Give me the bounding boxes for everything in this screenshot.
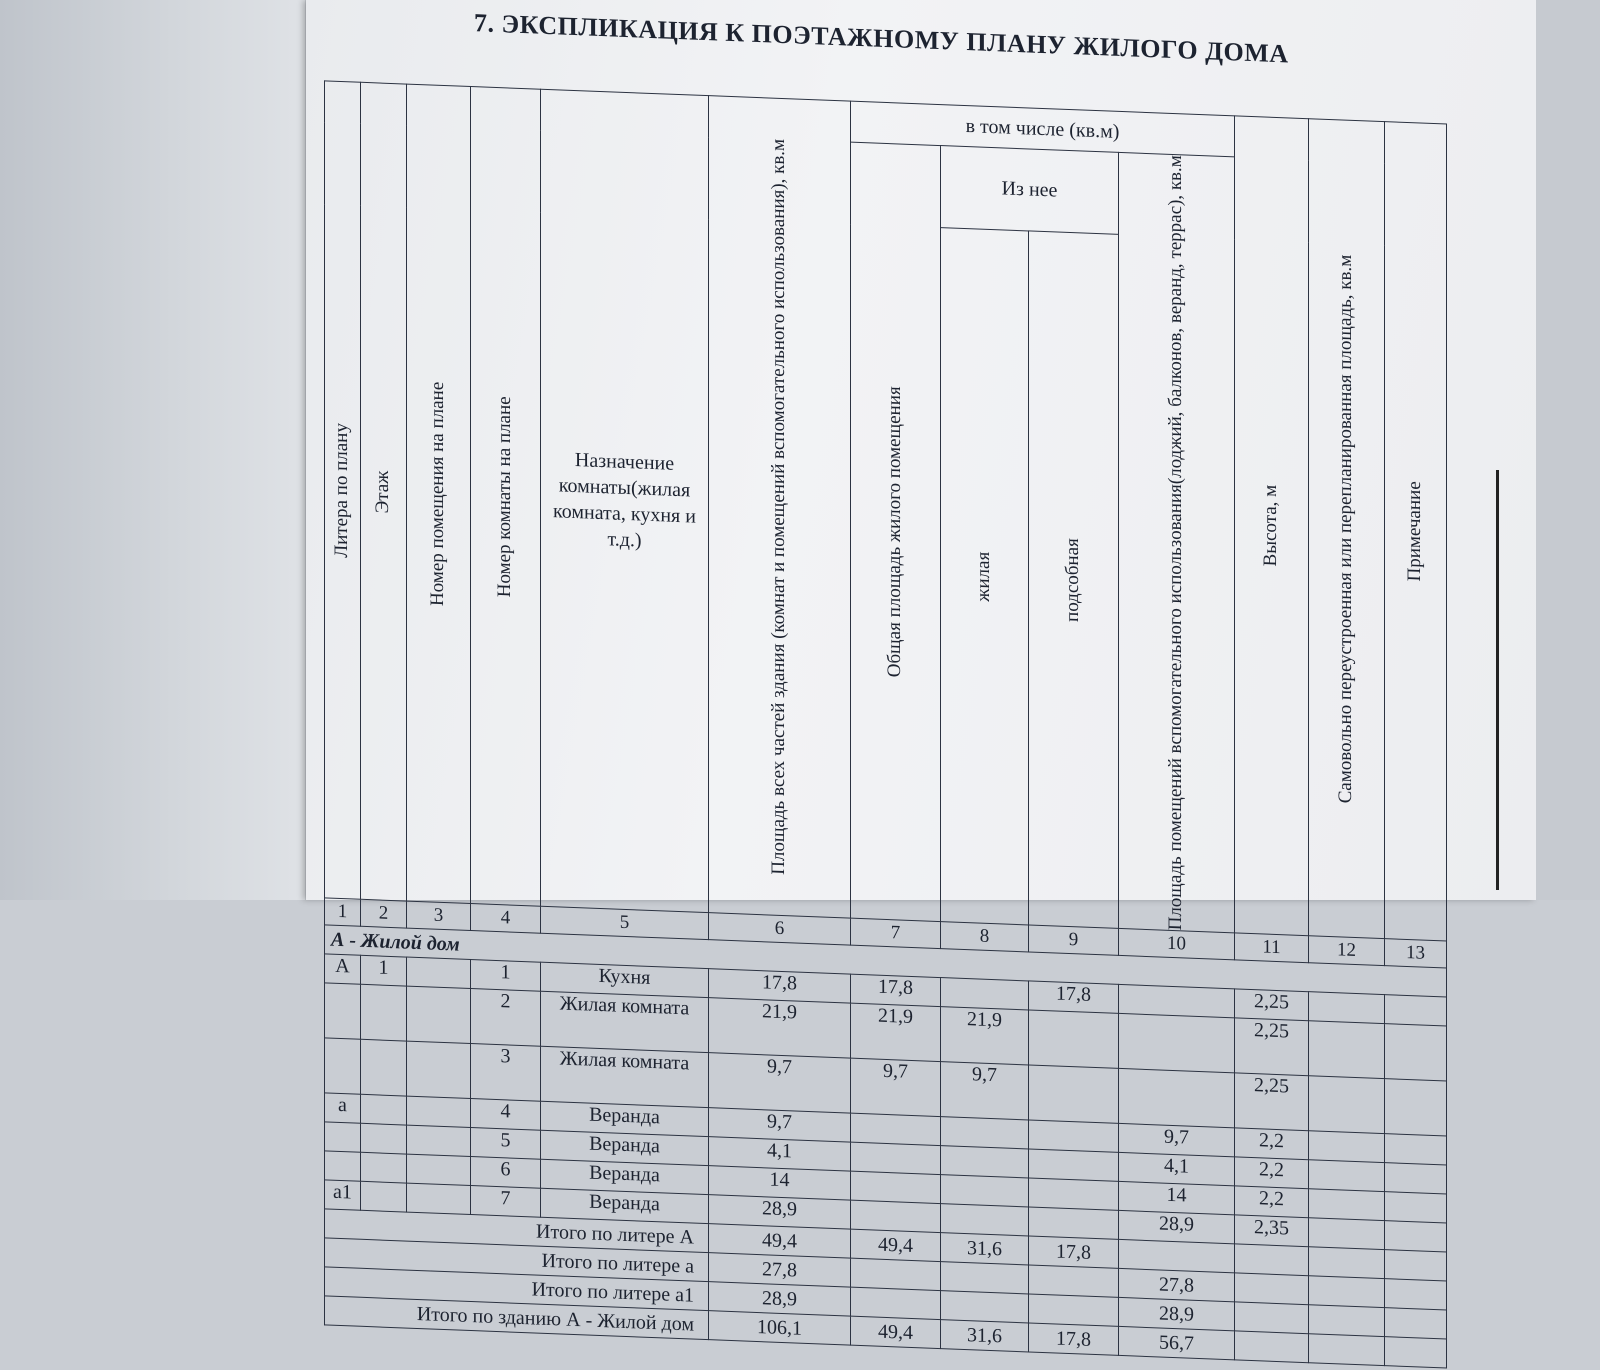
cell-general-area xyxy=(851,1171,941,1203)
cell-utility xyxy=(1029,1120,1119,1152)
cell-unauthorized xyxy=(1309,1076,1385,1134)
cell-utility xyxy=(1029,1294,1119,1326)
header-premise-number: Номер помещения на плане xyxy=(407,84,471,904)
cell-total-area: 49,4 xyxy=(709,1224,851,1258)
section-title: А - Жилой дом xyxy=(325,925,1447,997)
cell-litera xyxy=(325,1122,361,1152)
cell-floor xyxy=(361,1153,407,1184)
cell-height: 2,25 xyxy=(1235,989,1309,1021)
cell-height: 2,2 xyxy=(1235,1157,1309,1189)
header-floor: Этаж xyxy=(361,82,407,901)
col-number: 5 xyxy=(541,906,709,939)
cell-note xyxy=(1385,1134,1447,1165)
cell-general-area xyxy=(851,1200,941,1232)
cell-premise xyxy=(407,1096,471,1127)
total-label: Итого по зданию А - Жилой дом xyxy=(325,1296,709,1340)
header-total-area: Площадь всех частей здания (комнат и помещений вспомогательного использования), кв.м xyxy=(709,96,851,919)
cell-room: 6 xyxy=(471,1157,541,1189)
cell-unauthorized xyxy=(1309,1247,1385,1279)
cell-unauthorized xyxy=(1309,1189,1385,1221)
cell-utility: 17,8 xyxy=(1029,1236,1119,1268)
header-including: в том числе (кв.м) xyxy=(851,101,1235,157)
cell-note xyxy=(1385,1337,1447,1368)
cell-utility xyxy=(1029,1149,1119,1181)
cell-utility xyxy=(1029,1207,1119,1239)
cell-floor xyxy=(361,1124,407,1155)
cell-general-area: 9,7 xyxy=(851,1058,941,1116)
cell-room: 1 xyxy=(471,960,541,992)
cell-auxiliary: 27,8 xyxy=(1119,1269,1235,1302)
cell-auxiliary xyxy=(1119,1014,1235,1073)
cell-litera xyxy=(325,983,361,1039)
cell-utility xyxy=(1029,1265,1119,1297)
col-number: 7 xyxy=(851,918,941,948)
cell-utility xyxy=(1029,1010,1119,1068)
cell-living: 31,6 xyxy=(941,1233,1029,1265)
cell-height: 2,25 xyxy=(1235,1018,1309,1076)
cell-floor xyxy=(361,1182,407,1213)
cell-height xyxy=(1235,1244,1309,1276)
cell-room: 5 xyxy=(471,1128,541,1160)
cell-living xyxy=(941,1146,1029,1178)
col-number: 9 xyxy=(1029,925,1119,955)
cell-living: 9,7 xyxy=(941,1062,1029,1120)
cell-auxiliary: 9,7 xyxy=(1119,1124,1235,1157)
cell-general-area: 21,9 xyxy=(851,1003,941,1061)
cell-note xyxy=(1385,1279,1447,1310)
cell-note xyxy=(1385,1079,1447,1136)
cell-room: 7 xyxy=(471,1186,541,1218)
cell-floor: 1 xyxy=(361,956,407,987)
col-number: 13 xyxy=(1385,939,1447,968)
cell-purpose: Жилая комната xyxy=(541,1046,709,1107)
total-label: Итого по литере а1 xyxy=(325,1267,709,1311)
cell-total-area: 4,1 xyxy=(709,1137,851,1171)
cell-total-area: 27,8 xyxy=(709,1253,851,1287)
cell-utility: 17,8 xyxy=(1029,1323,1119,1355)
right-page-edge xyxy=(1536,0,1600,900)
cell-utility: 17,8 xyxy=(1029,981,1119,1013)
cell-premise xyxy=(407,1183,471,1214)
total-label: Итого по литере А xyxy=(325,1209,709,1253)
header-litera: Литера по плану xyxy=(325,81,361,900)
cell-room: 3 xyxy=(471,1044,541,1102)
cell-total-area: 21,9 xyxy=(709,998,851,1058)
cell-purpose: Веранда xyxy=(541,1159,709,1194)
cell-auxiliary: 4,1 xyxy=(1119,1153,1235,1186)
cell-total-area: 17,8 xyxy=(709,969,851,1003)
cell-total-area: 28,9 xyxy=(709,1195,851,1229)
col-number: 2 xyxy=(361,900,407,929)
cell-living xyxy=(941,978,1029,1010)
cell-premise xyxy=(407,1154,471,1185)
cell-general-area: 49,4 xyxy=(851,1229,941,1261)
header-height: Высота, м xyxy=(1235,116,1309,936)
cell-general-area xyxy=(851,1287,941,1319)
header-unauthorized-area: Самовольно переустроенная или перепланированная площадь, кв.м xyxy=(1309,119,1385,939)
cell-auxiliary: 14 xyxy=(1119,1182,1235,1215)
header-of-which: Из нее xyxy=(941,146,1119,235)
cell-unauthorized xyxy=(1309,1334,1385,1366)
col-number: 12 xyxy=(1309,936,1385,966)
cell-living xyxy=(941,1204,1029,1236)
cell-purpose: Кухня xyxy=(541,962,709,997)
binding-edge-line xyxy=(1496,470,1515,890)
cell-utility xyxy=(1029,1178,1119,1210)
cell-auxiliary: 56,7 xyxy=(1119,1327,1235,1360)
cell-height xyxy=(1235,1331,1309,1363)
cell-unauthorized xyxy=(1309,1218,1385,1250)
header-utility: подсобная xyxy=(1029,231,1119,928)
cell-note xyxy=(1385,1192,1447,1223)
cell-floor xyxy=(361,1095,407,1126)
cell-purpose: Веранда xyxy=(541,1188,709,1223)
cell-floor xyxy=(361,985,407,1042)
cell-floor xyxy=(361,1040,407,1097)
cell-total-area: 9,7 xyxy=(709,1108,851,1142)
cell-height: 2,35 xyxy=(1235,1215,1309,1247)
col-number: 3 xyxy=(407,901,471,930)
document-title: 7. ЭКСПЛИКАЦИЯ К ПОЭТАЖНОМУ ПЛАНУ ЖИЛОГО ДОМА xyxy=(474,8,1289,69)
cell-general-area xyxy=(851,1142,941,1174)
cell-note xyxy=(1385,1308,1447,1339)
cell-living: 21,9 xyxy=(941,1007,1029,1065)
cell-unauthorized xyxy=(1309,1131,1385,1163)
header-living: жилая xyxy=(941,228,1029,925)
cell-note xyxy=(1385,1221,1447,1252)
col-number: 6 xyxy=(709,913,851,945)
cell-note xyxy=(1385,995,1447,1026)
cell-general-area xyxy=(851,1113,941,1145)
cell-premise xyxy=(407,957,471,988)
cell-auxiliary xyxy=(1119,1240,1235,1273)
cell-utility xyxy=(1029,1065,1119,1123)
cell-unauthorized xyxy=(1309,1276,1385,1308)
cell-premise xyxy=(407,986,471,1043)
cell-height: 2,2 xyxy=(1235,1128,1309,1160)
cell-unauthorized xyxy=(1309,1160,1385,1192)
cell-litera xyxy=(325,1151,361,1181)
cell-room: 4 xyxy=(471,1099,541,1131)
header-auxiliary-area: Площадь помещений вспомогательного использования(лоджий, балконов, веранд, террас), кв.м xyxy=(1119,152,1235,933)
cell-total-area: 28,9 xyxy=(709,1282,851,1316)
cell-living xyxy=(941,1291,1029,1323)
cell-total-area: 106,1 xyxy=(709,1311,851,1345)
col-number: 11 xyxy=(1235,933,1309,963)
cell-unauthorized xyxy=(1309,1305,1385,1337)
col-number: 8 xyxy=(941,922,1029,952)
cell-litera: А xyxy=(325,954,361,984)
total-label: Итого по литере а xyxy=(325,1238,709,1282)
cell-note xyxy=(1385,1163,1447,1194)
col-number: 10 xyxy=(1119,929,1235,960)
cell-unauthorized xyxy=(1309,992,1385,1024)
col-number: 1 xyxy=(325,898,361,926)
header-general-area: Общая площадь жилого помещения xyxy=(851,142,941,922)
cell-premise xyxy=(407,1125,471,1156)
cell-auxiliary: 28,9 xyxy=(1119,1298,1235,1331)
cell-premise xyxy=(407,1041,471,1098)
cell-purpose: Веранда xyxy=(541,1101,709,1136)
explication-table xyxy=(324,80,1447,1368)
document-page xyxy=(306,0,1536,1355)
cell-note xyxy=(1385,1024,1447,1081)
document-content xyxy=(314,0,1474,1355)
cell-auxiliary xyxy=(1119,985,1235,1018)
cell-unauthorized xyxy=(1309,1021,1385,1079)
col-number: 4 xyxy=(471,904,541,934)
cell-living xyxy=(941,1175,1029,1207)
left-page-edge xyxy=(0,0,305,900)
cell-height: 2,2 xyxy=(1235,1186,1309,1218)
cell-living: 31,6 xyxy=(941,1320,1029,1352)
cell-note xyxy=(1385,1250,1447,1281)
header-note: Примечание xyxy=(1385,122,1447,942)
cell-auxiliary: 28,9 xyxy=(1119,1211,1235,1244)
cell-general-area xyxy=(851,1258,941,1290)
cell-litera xyxy=(325,1038,361,1094)
cell-auxiliary xyxy=(1119,1069,1235,1128)
header-room-purpose: Назначение комнаты(жилая комната, кухня и т.д.) xyxy=(541,89,709,913)
cell-total-area: 14 xyxy=(709,1166,851,1200)
cell-room: 2 xyxy=(471,989,541,1047)
cell-living xyxy=(941,1262,1029,1294)
cell-height xyxy=(1235,1302,1309,1334)
cell-litera: а xyxy=(325,1093,361,1123)
cell-height xyxy=(1235,1273,1309,1305)
cell-total-area: 9,7 xyxy=(709,1053,851,1113)
cell-general-area: 17,8 xyxy=(851,974,941,1006)
cell-living xyxy=(941,1117,1029,1149)
header-room-number: Номер комнаты на плане xyxy=(471,87,541,907)
cell-height: 2,25 xyxy=(1235,1073,1309,1131)
cell-purpose: Жилая комната xyxy=(541,991,709,1052)
cell-litera: а1 xyxy=(325,1180,361,1210)
cell-general-area: 49,4 xyxy=(851,1316,941,1348)
cell-purpose: Веранда xyxy=(541,1130,709,1165)
